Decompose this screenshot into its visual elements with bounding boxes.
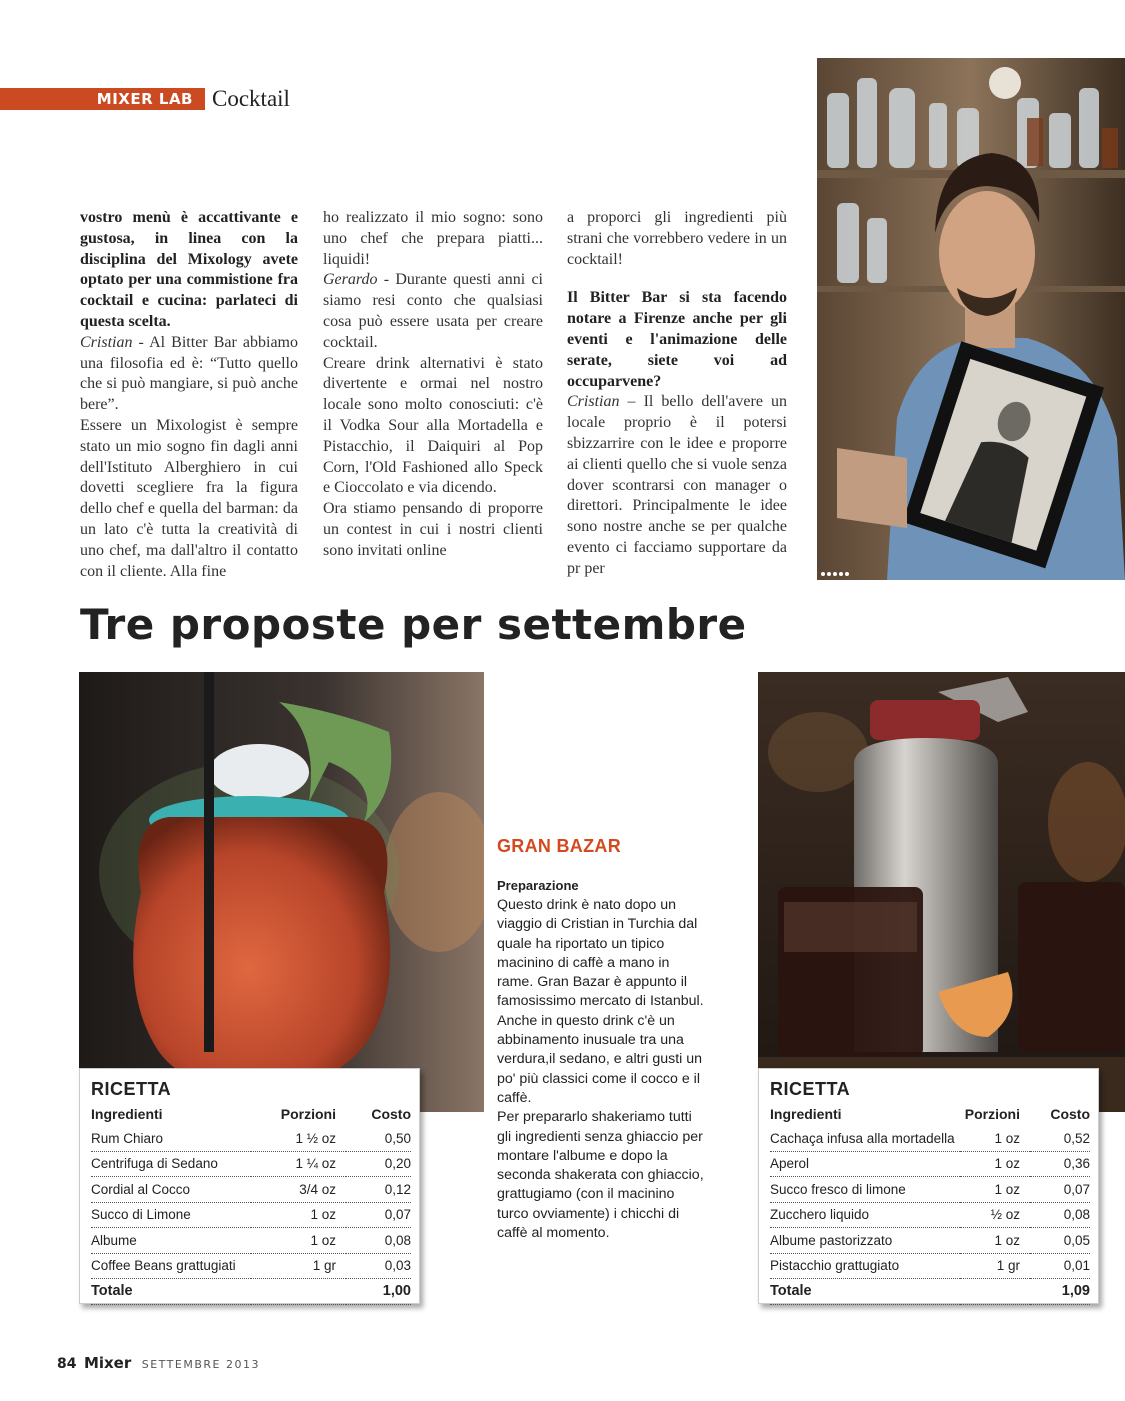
total-label: Totale	[770, 1279, 960, 1305]
answer-text: ho realizzato il mio sogno: sono uno chef che prepara piatti... liquidi!	[323, 209, 543, 268]
table-header-row	[770, 1104, 1090, 1126]
table-header-row	[91, 1104, 411, 1126]
magazine-name: Mixer	[83, 1354, 132, 1372]
question: vostro menù è accattivante e gustosa, in linea con la disciplina del Mixology avete optato per una commistione fra cocktail e cucina: parlateci di questa scelta.	[80, 209, 298, 330]
column-header: Ingredienti	[770, 1106, 842, 1122]
portion-cell: 1 oz	[251, 1228, 346, 1254]
recipe-card-title: RICETTA	[770, 1079, 851, 1099]
portion-cell: 1 ¼ oz	[251, 1151, 346, 1177]
headline: Tre proposte per settembre	[80, 600, 747, 649]
preparation-paragraph: Per prepararlo shakeriamo tutti gli ingredienti senza ghiaccio per montare l'albume e dopo la seconda shakerata con ghiaccio, grattugiamo (con il macinino turco ovviamente) i chicchi di caffè al momento.	[497, 1109, 704, 1242]
total-value: 1,00	[346, 1279, 411, 1305]
cost-cell: 0,08	[1030, 1202, 1090, 1228]
speaker-name: Cristian	[80, 333, 133, 351]
recipe-card-title: RICETTA	[91, 1079, 172, 1099]
table-row	[770, 1126, 1090, 1151]
section-bar	[0, 88, 205, 110]
cost-cell: 0,50	[346, 1126, 411, 1151]
answer-text: - Durante questi anni ci siamo resi conto che qualsiasi cosa può essere usata per creare cocktail.	[323, 271, 543, 351]
table-row	[770, 1253, 1090, 1279]
total-row	[91, 1279, 411, 1305]
ingredient-cell: Succo di Limone	[91, 1202, 251, 1228]
article-column-3	[567, 208, 787, 580]
question: Il Bitter Bar si sta facendo notare a Firenze anche per gli eventi e l'animazione delle serate, siete voi ad occuparvene?	[567, 289, 787, 390]
siphon-drinks-photo	[758, 672, 1125, 1112]
answer-text: Creare drink alternativi è stato divertente e ormai nel nostro locale sono molto conosciuti: c'è il Vodka Sour alla Mortadella e Pistacchio, il Daiquiri al Pop Corn, l'Old Fashioned allo Speck e Cioccolato e via dicendo.	[323, 354, 543, 497]
cost-cell: 0,01	[1030, 1253, 1090, 1279]
ingredient-cell: Succo fresco di limone	[770, 1177, 960, 1203]
cost-cell: 0,07	[346, 1202, 411, 1228]
table-row	[770, 1177, 1090, 1203]
total-value: 1,09	[1030, 1279, 1090, 1305]
speaker-name: Cristian	[567, 393, 620, 411]
preparation-text	[497, 896, 707, 1243]
portion-cell: 1 oz	[960, 1151, 1030, 1177]
cost-cell: 0,07	[1030, 1177, 1090, 1203]
page-number: 84	[57, 1356, 77, 1372]
article-column-2	[323, 208, 543, 562]
preparation-label: Preparazione	[497, 878, 579, 893]
cost-cell: 0,52	[1030, 1126, 1090, 1151]
ingredient-cell: Cachaça infusa alla mortadella	[770, 1126, 960, 1151]
portion-cell: 1 oz	[960, 1126, 1030, 1151]
cost-cell: 0,20	[346, 1151, 411, 1177]
column-header: Costo	[1050, 1106, 1090, 1122]
portion-cell: 1 oz	[960, 1177, 1030, 1203]
section-label: MIXER LAB	[96, 90, 193, 108]
table-row	[91, 1126, 411, 1151]
ingredient-cell: Coffee Beans grattugiati	[91, 1253, 251, 1279]
article-column-1	[80, 208, 298, 582]
table-row	[770, 1151, 1090, 1177]
column-header: Porzioni	[964, 1106, 1020, 1122]
portion-cell: 1 oz	[960, 1228, 1030, 1254]
table-row	[91, 1228, 411, 1254]
ingredient-cell: Aperol	[770, 1151, 960, 1177]
cost-cell: 0,08	[346, 1228, 411, 1254]
preparation-paragraph: Anche in questo drink c'è un abbinamento inusuale tra una verdura,il sedano, e altri gusti un po' più classici come il cocco e il caffè.	[497, 1012, 703, 1106]
table-row	[770, 1202, 1090, 1228]
table-row	[91, 1202, 411, 1228]
cocktail-jar-photo	[79, 672, 484, 1112]
page-footer	[57, 1354, 260, 1372]
table-row	[91, 1151, 411, 1177]
speaker-name: Gerardo	[323, 271, 378, 289]
recipe-card-2	[758, 1068, 1099, 1304]
column-header: Ingredienti	[91, 1106, 163, 1122]
recipe-title: GRAN BAZAR	[497, 836, 621, 856]
ingredient-cell: Albume	[91, 1228, 251, 1254]
ingredients-table	[91, 1104, 411, 1305]
recipe-card-1	[79, 1068, 420, 1304]
ingredients-table	[770, 1104, 1090, 1305]
portion-cell: 3/4 oz	[251, 1177, 346, 1203]
column-header: Porzioni	[280, 1106, 336, 1122]
ingredient-cell: Pistacchio grattugiato	[770, 1253, 960, 1279]
answer-text: – Il bello dell'avere un locale proprio è il potersi sbizzarrire con le idee e proporre ai clienti quello che si vuole senza dover scontrarsi con manager o direttori. Principalmente le idee sono nostre anche se per qualche evento ci facciamo supportare da pr per	[567, 393, 787, 577]
answer-text: a proporci gli ingredienti più strani che vorrebbero vedere in un cocktail!	[567, 209, 787, 268]
answer-text: - Al Bitter Bar abbiamo una filosofia ed è: “Tutto quello che si può mangiare, si può anche bere”.	[80, 333, 298, 414]
cost-cell: 0,12	[346, 1177, 411, 1203]
portion-cell: ½ oz	[960, 1202, 1030, 1228]
issue-date: SETTEMBRE 2013	[141, 1358, 260, 1371]
answer-text: Ora stiamo pensando di proporre un contest in cui i nostri clienti sono invitati online	[323, 500, 543, 559]
ingredient-cell: Albume pastorizzato	[770, 1228, 960, 1254]
portion-cell: 1 oz	[251, 1202, 346, 1228]
portion-cell: 1 ½ oz	[251, 1126, 346, 1151]
table-row	[91, 1253, 411, 1279]
table-row	[91, 1177, 411, 1203]
ingredient-cell: Zucchero liquido	[770, 1202, 960, 1228]
column-header: Costo	[371, 1106, 411, 1122]
cost-cell: 0,03	[346, 1253, 411, 1279]
bartender-photo	[817, 58, 1125, 580]
category-title: Cocktail	[212, 86, 290, 111]
answer-text: Essere un Mixologist è sempre stato un mio sogno fin dagli anni dell'Istituto Alberghiero in cui dovetti scegliere fra la figura dello chef e quella del barman: da un lato c'è tutta la creatività di uno chef, ma dall'altro il contatto con il cliente. Alla fine	[80, 416, 298, 580]
portion-cell: 1 gr	[960, 1253, 1030, 1279]
ingredient-cell: Cordial al Cocco	[91, 1177, 251, 1203]
preparation-paragraph: Questo drink è nato dopo un viaggio di Cristian in Turchia dal quale ha riportato un tipico macinino di caffè a mano in rame. Gran Bazar è appunto il famosissimo mercato di Istanbul.	[497, 897, 704, 1010]
total-row	[770, 1279, 1090, 1305]
cost-cell: 0,36	[1030, 1151, 1090, 1177]
ingredient-cell: Centrifuga di Sedano	[91, 1151, 251, 1177]
portion-cell: 1 gr	[251, 1253, 346, 1279]
cost-cell: 0,05	[1030, 1228, 1090, 1254]
table-row	[770, 1228, 1090, 1254]
total-label: Totale	[91, 1279, 251, 1305]
ingredient-cell: Rum Chiaro	[91, 1126, 251, 1151]
